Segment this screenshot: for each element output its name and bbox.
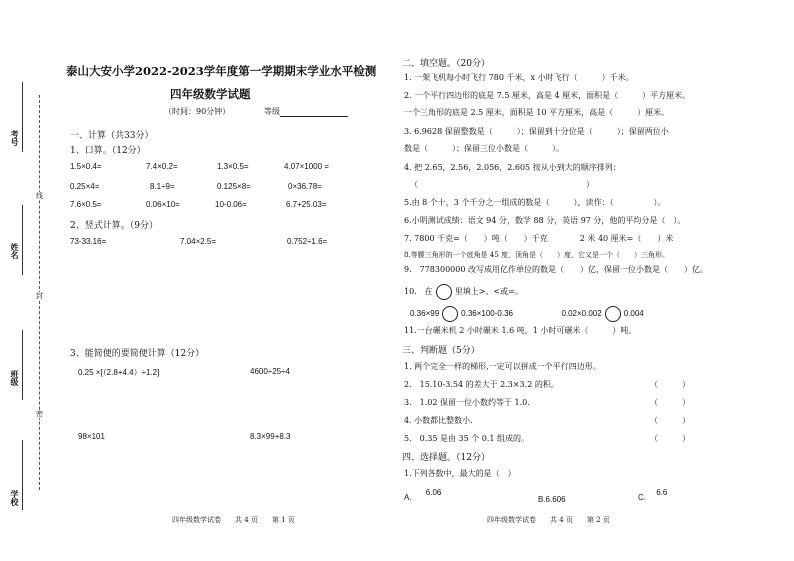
choice-c[interactable]: C. 6.6 [638,488,668,502]
fill-item: 5.由 8 个十，3 个千分之一组成的数是（ ），读作：（ ）。 [404,198,666,207]
simple-item: 98×101 [78,432,105,441]
compare-circle[interactable] [442,306,458,322]
section-simple: 3、能简便的要简便计算（12分） [70,349,205,359]
binding-mark-seal: 封 [36,292,43,300]
exam-title: 泰山大安小学2022-2023学年度第一学期期末学业水平检测 [66,64,377,78]
oral-item: 1.3×0.5= [217,162,249,171]
section-choice: 四、选择题。（12分） [402,453,490,463]
fill-item: 4. 把 2.65，2.56，2.056，2.605 按从小到大的顺序排列： [404,163,621,172]
oral-item: 6.7+25.03= [286,200,327,209]
judge-item: 1. 两个完全一样的梯形,一定可以拼成一个平行四边形。 [404,362,601,371]
fill-item: 7. 7800 千克=（ ）吨（ ）千克 2 米 40 厘米=（ ）米 [404,234,674,243]
vertical-item: 73-33.16= [70,237,107,246]
school-field[interactable] [22,440,23,510]
fill-item: 6.小明测试成绩：语文 94 分，数学 88 分，英语 97 分，他的平均分是（ ）。 [404,216,686,225]
section-calc: 一、计算（共33分） [70,131,154,141]
section-vertical: 2、竖式计算。（9分） [70,221,158,231]
class-field[interactable] [22,330,23,400]
vertical-item: 0.752÷1.6= [287,237,328,246]
section-judge: 三、判断题（5分） [402,346,480,356]
oral-item: 7.6×0.5= [70,200,102,209]
compare-circle[interactable] [436,284,452,300]
fill-item: 3. 6.9628 保留整数是（ ）；保留到十分位是（ ）；保留两位小 [404,127,669,136]
choice-a[interactable]: A. 6.06 [404,488,442,502]
judge-answer[interactable]: （ ） [650,380,690,389]
fill-item: 一个三角形的底是 2.5 厘米，面积是 10 平方厘米，高是（ ）厘米。 [404,108,670,117]
oral-item: 0.125×8= [217,182,251,191]
vertical-item: 7.04×2.5= [180,237,217,246]
class-label: 班级 [10,370,20,386]
oral-item: 0×36.78= [288,182,322,191]
school-label: 学校 [10,490,20,506]
exam-subtitle: 四年级数学试题 [170,87,251,101]
binding-mark-secret: 密 [36,410,43,418]
name-label: 姓名 [10,243,20,259]
section-fill: 二、填空题。（20分） [402,59,490,69]
judge-answer[interactable]: （ ） [650,416,690,425]
oral-item: 10-0.06= [215,200,247,209]
exam-time: （时间：90分钟） [164,107,231,116]
fill-item: 11.一台碾米机 2 小时碾米 1.6 吨，1 小时可碾米（ ）吨。 [404,326,637,335]
section-oral: 1、口算。（12分） [70,146,146,156]
oral-item: 7.4×0.2= [146,162,178,171]
page-footer: 四年级数学试卷 共 4 页 第 1 页 [172,516,295,524]
oral-item: 0.25×4= [70,182,100,191]
oral-item: 1.5×0.4= [70,162,102,171]
page-footer: 四年级数学试卷 共 4 页 第 2 页 [487,516,610,524]
judge-answer[interactable]: （ ） [650,434,690,443]
judge-answer[interactable]: （ ） [650,398,690,407]
simple-item: 8.3×99+8.3 [250,432,291,441]
oral-item: 8.1÷9= [150,182,175,191]
oral-item: 0.06×10= [146,200,180,209]
grade-label: 等级 [264,106,348,117]
fill-item: 8.等腰三角形的一个底角是 45 度，顶角是（ ）度，它又是一个（ ）三角形。 [404,251,670,259]
grade-field[interactable] [280,108,348,117]
exam-no-field[interactable] [22,82,23,152]
fill-item: 9. 778300000 改写成用亿作单位的数是（ ）亿，保留一位小数是（ ）亿。 [404,265,708,274]
name-field[interactable] [22,205,23,275]
simple-item: 0.25 ×[（2.8+4.4）÷1.2] [78,368,160,377]
simple-item: 4600÷25÷4 [250,367,290,376]
judge-item: 3. 1.02 保留一位小数约等于 1.0. [404,398,530,407]
judge-item: 4. 小数都比整数小. [404,416,473,425]
oral-item: 4.07×1000 = [284,162,329,171]
choice-question: 1.下列各数中，最大的是（ ） [404,469,516,478]
fill-item: 2. 一个平行四边形的底是 7.5 厘米，高是 4 厘米，面积是（ ）平方厘米。 [404,91,691,100]
binding-mark-line: 线 [36,192,43,200]
compare-question: 10. 在 里填上>、<或=。 [404,284,523,300]
choice-b[interactable]: B.6.606 [538,495,566,504]
judge-item: 2. 15.10-3.54 的差大于 2.3×3.2 的积。 [404,380,559,389]
fill-item: 1. 一架飞机每小时飞行 780 千米，x 小时飞行（ ）千米。 [404,73,634,82]
fill-item: 数是（ ）；保留三位小数是（ ）。 [404,144,564,153]
compare-circle[interactable] [605,306,621,322]
judge-item: 5. 0.35 是由 35 个 0.1 组成的。 [404,434,530,443]
fill-item: （ ） [410,180,594,189]
compare-row: 0.36×99 0.36×100-0.36 0.02×0.002 0.004 [410,306,644,322]
exam-no-label: 考号 [10,130,20,146]
